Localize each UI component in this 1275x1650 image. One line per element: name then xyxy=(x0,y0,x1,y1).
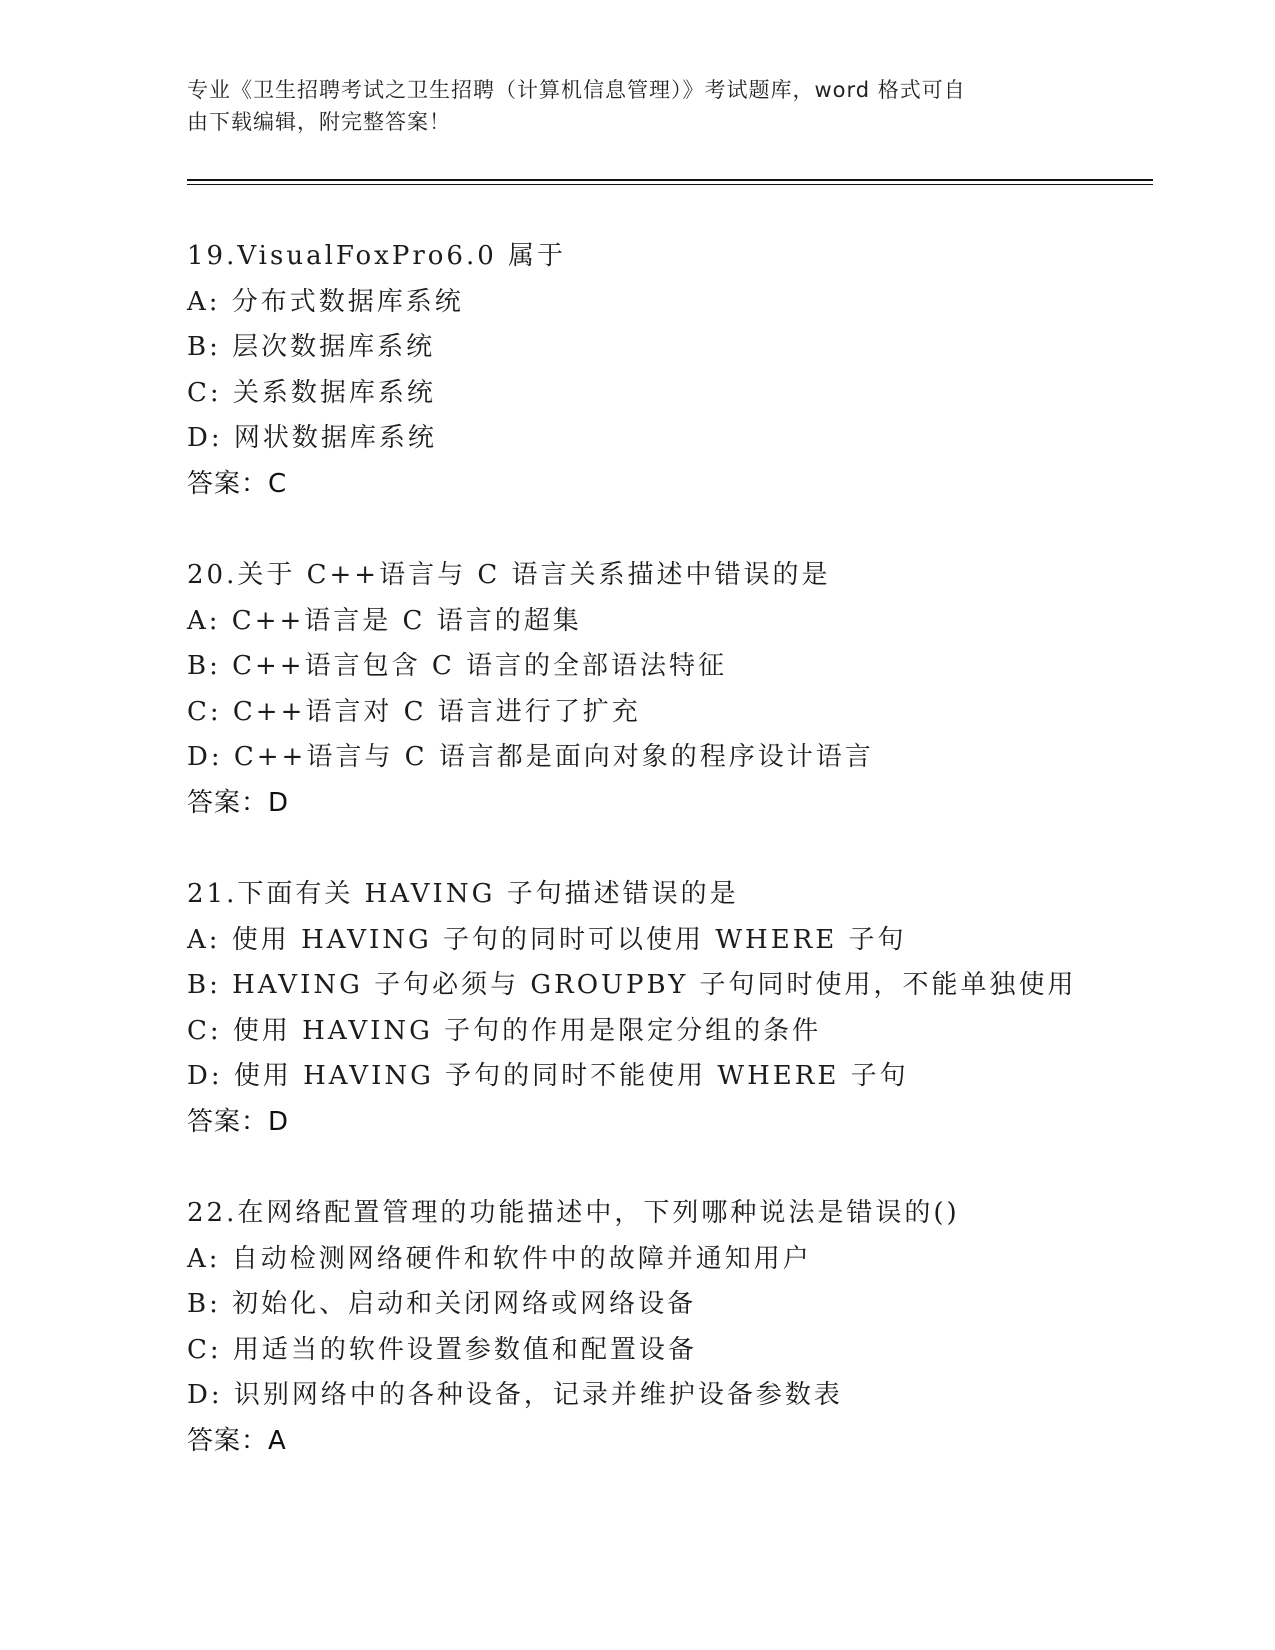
option-a: A: 分布式数据库系统 xyxy=(187,286,464,317)
option-c: C: 关系数据库系统 xyxy=(187,377,436,408)
option-a: A: 使用 HAVING 子句的同时可以使用 WHERE 子句 xyxy=(187,924,907,955)
header-line-1: 专业《卫生招聘考试之卫生招聘（计算机信息管理）》考试题库，word 格式可自 xyxy=(187,78,966,102)
option-d: D: 识别网络中的各种设备，记录并维护设备参数表 xyxy=(187,1380,843,1410)
option-b: B: C++语言包含 C 语言的全部语法特征 xyxy=(187,651,728,681)
option-b: B: 层次数据库系统 xyxy=(187,332,436,362)
question-19 xyxy=(187,234,1167,553)
option-b: B: 初始化、启动和关闭网络或网络设备 xyxy=(187,1289,697,1319)
question-stem: 20.关于 C++语言与 C 语言关系描述中错误的是 xyxy=(187,560,831,590)
question-stem: 19.VisualFoxPro6.0 属于 xyxy=(187,241,567,271)
header-divider-thin xyxy=(187,184,1153,185)
option-c: C: 用适当的软件设置参数值和配置设备 xyxy=(187,1334,697,1365)
question-list xyxy=(187,234,1167,1510)
question-22 xyxy=(187,1191,1167,1510)
option-d: D: 使用 HAVING 予句的同时不能使用 WHERE 子句 xyxy=(187,1061,909,1091)
answer-line: 答案：D xyxy=(187,1106,290,1137)
question-20 xyxy=(187,553,1167,872)
option-a: A: 自动检测网络硬件和软件中的故障并通知用户 xyxy=(187,1243,812,1274)
option-a: A: C++语言是 C 语言的超集 xyxy=(187,605,582,636)
answer-line: 答案：D xyxy=(187,787,290,818)
option-c: C: 使用 HAVING 子句的作用是限定分组的条件 xyxy=(187,1015,822,1046)
header-line-2: 由下载编辑，附完整答案！ xyxy=(187,110,451,134)
option-c: C: C++语言对 C 语言进行了扩充 xyxy=(187,696,641,727)
header-divider-thick xyxy=(187,179,1153,181)
answer-line: 答案：C xyxy=(187,468,288,499)
answer-line: 答案：A xyxy=(187,1425,287,1456)
question-stem: 22.在网络配置管理的功能描述中，下列哪种说法是错误的() xyxy=(187,1198,960,1228)
question-21 xyxy=(187,872,1167,1191)
question-stem: 21.下面有关 HAVING 子句描述错误的是 xyxy=(187,879,739,909)
option-b: B: HAVING 子句必须与 GROUPBY 子句同时使用，不能单独使用 xyxy=(187,970,1077,1000)
document-header xyxy=(187,74,1087,138)
option-d: D: 网状数据库系统 xyxy=(187,423,437,453)
option-d: D: C++语言与 C 语言都是面向对象的程序设计语言 xyxy=(187,742,874,772)
